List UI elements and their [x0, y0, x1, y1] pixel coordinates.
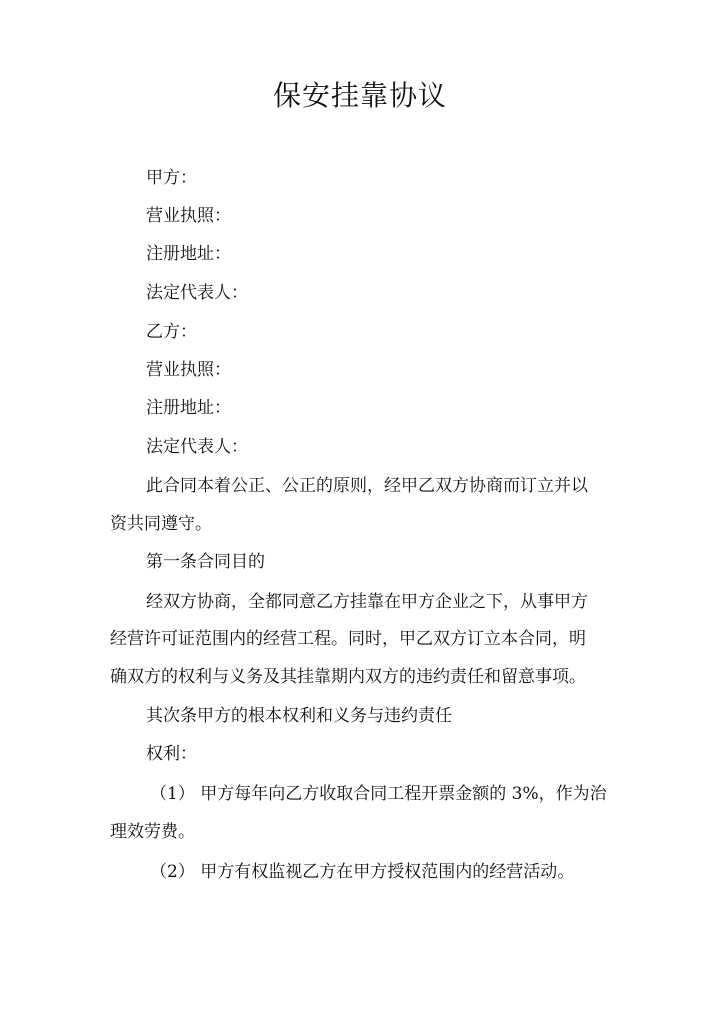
article-1-line-1: 经双方协商，全都同意乙方挂靠在甲方企业之下，从事甲方: [146, 592, 588, 612]
intro-line-2: 资共同遵守。: [110, 514, 212, 534]
party-b-license: 营业执照：: [146, 360, 231, 380]
party-a-label: 甲方：: [146, 168, 197, 188]
intro-line-1: 此合同本着公正、公正的原则，经甲乙双方协商而订立并以: [146, 476, 588, 496]
article-1-heading: 第一条合同目的: [146, 552, 265, 572]
right-item-1-line-1: （1） 甲方每年向乙方收取合同工程开票金额的 3%，作为治: [150, 784, 607, 804]
right-item-2: （2） 甲方有权监视乙方在甲方授权范围内的经营活动。: [150, 862, 575, 882]
party-a-license: 营业执照：: [146, 206, 231, 226]
article-1-line-3: 确双方的权利与义务及其挂靠期内双方的违约责任和留意事项。: [110, 667, 586, 687]
party-b-address: 注册地址：: [146, 398, 231, 418]
party-a-representative: 法定代表人：: [146, 283, 248, 303]
rights-label: 权利：: [146, 744, 197, 764]
party-b-label: 乙方：: [146, 322, 197, 342]
article-1-line-2: 经营许可证范围内的经营工程。同时，甲乙双方订立本合同，明: [110, 629, 586, 649]
document-title: 保安挂靠协议: [272, 79, 447, 112]
right-item-1-line-2: 理效劳费。: [110, 822, 195, 842]
party-a-address: 注册地址：: [146, 244, 231, 264]
article-2-heading: 其次条甲方的根本权利和义务与违约责任: [146, 706, 452, 726]
party-b-representative: 法定代表人：: [146, 437, 248, 457]
